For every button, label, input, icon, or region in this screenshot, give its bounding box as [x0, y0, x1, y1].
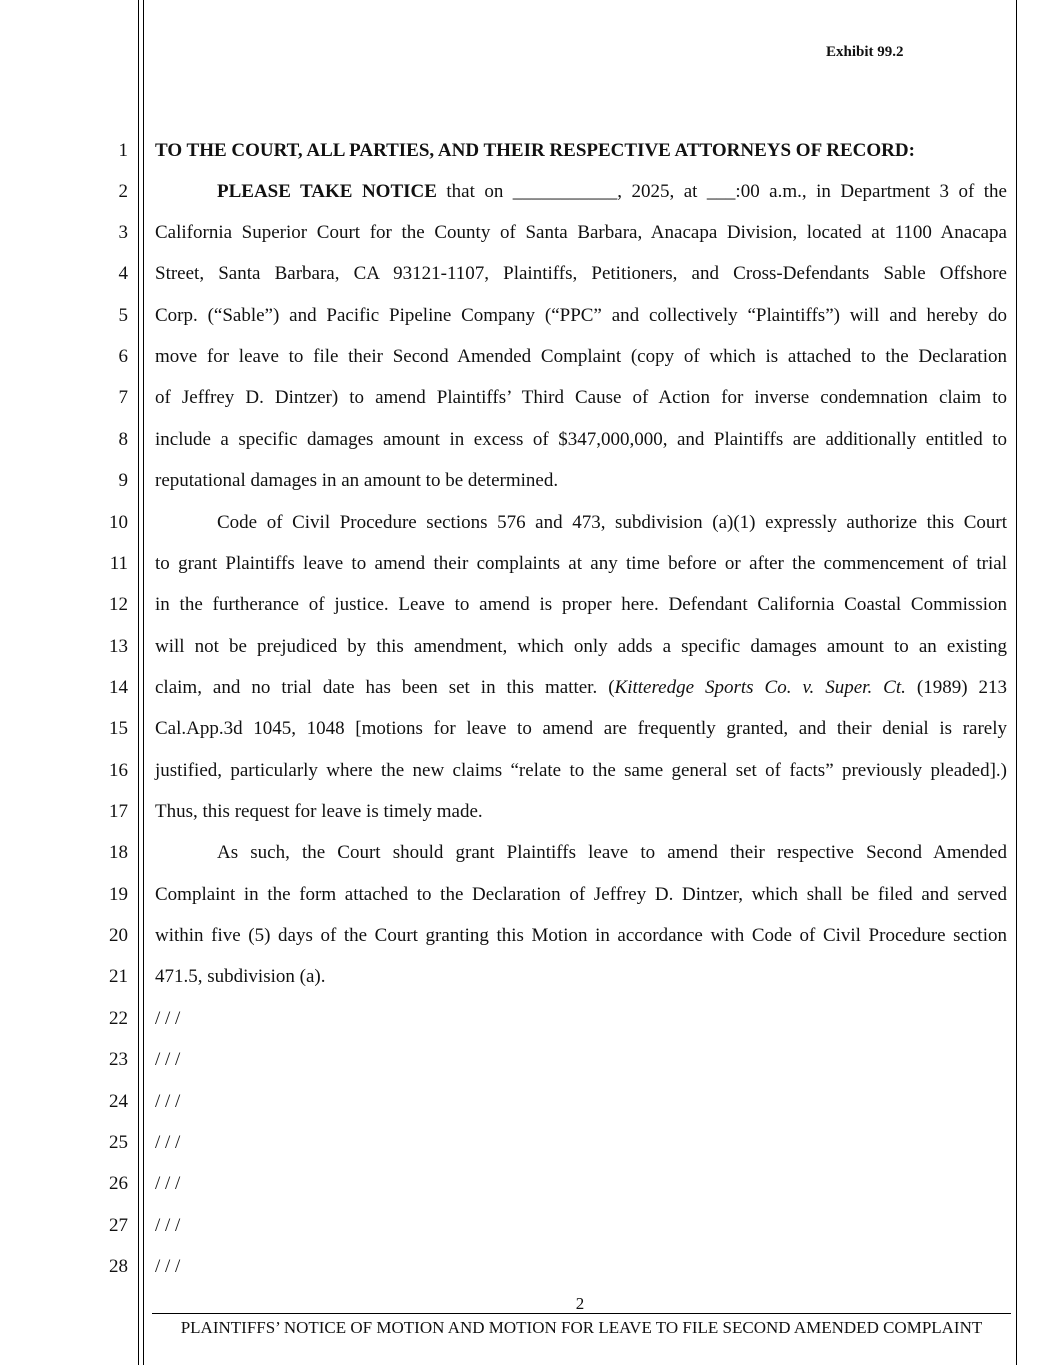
slash-marker: / / /: [155, 1173, 181, 1194]
line-number: 9: [118, 470, 128, 491]
line-number: 19: [109, 884, 128, 905]
line-number: 18: [109, 842, 128, 863]
exhibit-label: Exhibit 99.2: [826, 44, 904, 60]
body-line: Corp. (“Sable”) and Pacific Pipeline Company (“PPC” and collectively “Plaintiffs”) will and hereby do: [155, 305, 1007, 326]
line-number: 22: [109, 1008, 128, 1029]
notice-lead-bold: PLEASE TAKE NOTICE: [217, 181, 437, 202]
right-margin-rule: [1016, 0, 1017, 1365]
page-number: 2: [575, 1294, 585, 1313]
body-line: move for leave to file their Second Amended Complaint (copy of which is attached to the Declaration: [155, 346, 1007, 367]
slash-marker: / / /: [155, 1091, 181, 1112]
line-number: 5: [118, 305, 128, 326]
slash-marker: / / /: [155, 1256, 181, 1277]
line-number: 15: [109, 718, 128, 739]
line-number: 8: [118, 429, 128, 450]
line-number: 1: [118, 140, 128, 161]
line-number: 11: [109, 553, 128, 574]
case-citation-italic: Kitteredge Sports Co. v. Super. Ct.: [614, 677, 906, 698]
citation-prefix: claim, and no trial date has been set in this matter. (: [155, 677, 615, 698]
line-number: 28: [109, 1256, 128, 1277]
line-number: 2: [118, 181, 128, 202]
body-line: include a specific damages amount in excess of $347,000,000, and Plaintiffs are additionally entitled to: [155, 429, 1007, 450]
body-line: [155, 171, 1007, 212]
body-line: Code of Civil Procedure sections 576 and 473, subdivision (a)(1) expressly authorize this Court: [217, 512, 1007, 533]
body-line: Complaint in the form attached to the Declaration of Jeffrey D. Dintzer, which shall be filed and served: [155, 884, 1007, 905]
body-line: reputational damages in an amount to be determined.: [155, 470, 559, 491]
body-line: California Superior Court for the County of Santa Barbara, Anacapa Division, located at 1100 Anacapa: [155, 222, 1007, 243]
slash-marker: / / /: [155, 1049, 181, 1070]
line-number: 16: [109, 760, 128, 781]
line-number: 20: [109, 925, 128, 946]
line-number: 21: [109, 966, 128, 987]
body-line: within five (5) days of the Court granting this Motion in accordance with Code of Civil Procedure section: [155, 925, 1007, 946]
body-line: will not be prejudiced by this amendment, which only adds a specific damages amount to an existing: [155, 636, 1007, 657]
left-margin-rule-outer: [138, 0, 139, 1365]
line-number: 13: [109, 636, 128, 657]
line-number: 23: [109, 1049, 128, 1070]
body-line: of Jeffrey D. Dintzer) to amend Plaintiffs’ Third Cause of Action for inverse condemnation claim to: [155, 387, 1007, 408]
notice-lead-text: that on ___________, 2025, at ___:00 a.m., in Department 3 of the: [436, 181, 1007, 202]
citation-suffix: (1989) 213: [905, 677, 1008, 698]
line-number: 7: [118, 387, 128, 408]
body-line: 471.5, subdivision (a).: [155, 966, 326, 987]
body-line: Cal.App.3d 1045, 1048 [motions for leave to amend are frequently granted, and their denial is rarely: [155, 718, 1007, 739]
slash-marker: / / /: [155, 1132, 181, 1153]
body-line: [155, 667, 1007, 708]
body-line: to grant Plaintiffs leave to amend their complaints at any time before or after the commencement of trial: [155, 553, 1007, 574]
slash-marker: / / /: [155, 1215, 181, 1236]
line-number: 24: [109, 1091, 128, 1112]
slash-marker: / / /: [155, 1008, 181, 1029]
line-number: 17: [109, 801, 128, 822]
line-number: 10: [109, 512, 128, 533]
line-number: 6: [118, 346, 128, 367]
line-number: 4: [118, 263, 128, 284]
body-line: Street, Santa Barbara, CA 93121-1107, Plaintiffs, Petitioners, and Cross-Defendants Sable Offshore: [155, 263, 1007, 284]
left-margin-rule-inner: [143, 0, 144, 1365]
line-number: 27: [109, 1215, 128, 1236]
line-number: 12: [109, 594, 128, 615]
line-number: 3: [118, 222, 128, 243]
line-number: 26: [109, 1173, 128, 1194]
body-line: justified, particularly where the new claims “relate to the same general set of facts” previously pleaded].): [155, 760, 1007, 781]
footer-title: PLAINTIFFS’ NOTICE OF MOTION AND MOTION FOR LEAVE TO FILE SECOND AMENDED COMPLAINT: [180, 1318, 983, 1337]
salutation-heading: TO THE COURT, ALL PARTIES, AND THEIR RESPECTIVE ATTORNEYS OF RECORD:: [155, 140, 915, 161]
body-line: As such, the Court should grant Plaintiffs leave to amend their respective Second Amended: [217, 842, 1007, 863]
body-line: in the furtherance of justice. Leave to amend is proper here. Defendant California Coastal Commission: [155, 594, 1007, 615]
body-line: Thus, this request for leave is timely made.: [155, 801, 483, 822]
line-number: 14: [109, 677, 128, 698]
line-number: 25: [109, 1132, 128, 1153]
footer-divider: [152, 1313, 1011, 1314]
